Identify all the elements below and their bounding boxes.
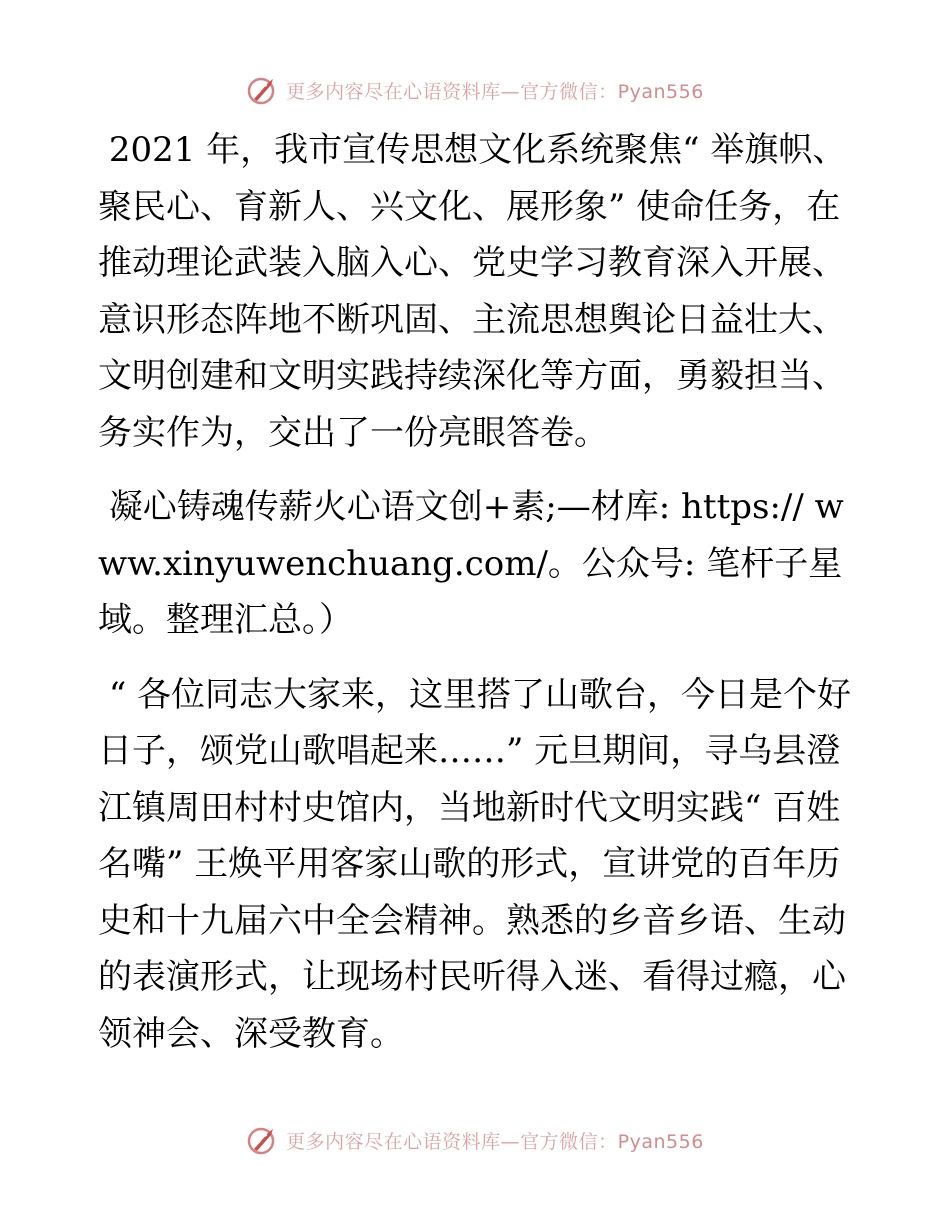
- watermark-text: 更多内容尽在心语资料库—官方微信：Pyan556: [286, 1130, 704, 1153]
- pen-logo-icon: [246, 1123, 280, 1157]
- watermark-text: 更多内容尽在心语资料库—官方微信：Pyan556: [286, 80, 704, 103]
- paragraph-3: “ 各位同志大家来，这里搭了山歌台，今日是个好日子，颂党山歌唱起来……” 元旦期间，寻乌县澄江镇周田村村史馆内，当地新时代文明实践“ 百姓名嘴” 王焕平用客家山歌的形式，宣讲党的百年历史和十九届六中全会精神。熟悉的乡音乡语、生动的表演形式，让现场村民听得入迷、看得过瘾，心领神会、深受教育。: [98, 674, 852, 1054]
- paragraph-1: 2021 年，我市宣传思想文化系统聚焦“ 举旗帜、聚民心、育新人、兴文化、展形象” 使命任务，在推动理论武装入脑入心、党史学习教育深入开展、意识形态阵地不断巩固、主流思想舆论日益壮大、文明创建和文明实践持续深化等方面，勇毅担当、务实作为，交出了一份亮眼答卷。: [98, 130, 847, 453]
- document-body: [98, 122, 858, 1080]
- footer-watermark: [0, 1120, 950, 1160]
- pen-logo-icon: [246, 73, 280, 107]
- paragraph-2: 凝心铸魂传薪火心语文创+素;—材库: https:// www.xinyuwenchuang.com/。公众号: 笔杆子星域。整理汇总。）: [98, 487, 844, 640]
- header-watermark: [0, 70, 950, 110]
